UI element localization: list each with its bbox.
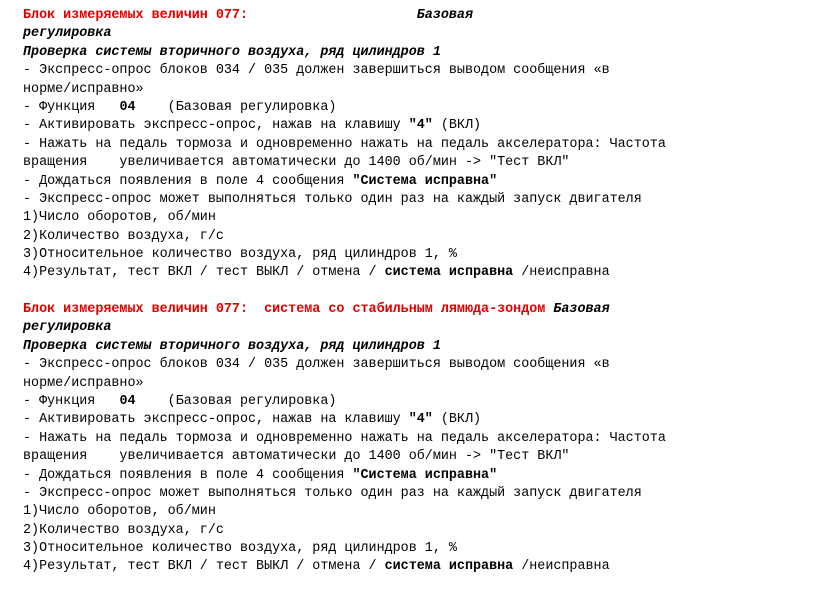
section-header [23, 7, 813, 25]
field-item: 1)Число оборотов, об/мин [23, 504, 216, 520]
section-1 [23, 7, 813, 283]
wait-line: - Дождаться появления в поле 4 сообщения "Система исправна" [23, 467, 498, 483]
wait-line: - Дождаться появления в поле 4 сообщения "Система исправна" [23, 173, 498, 189]
express-once-line: - Экспресс-опрос может выполняться только один раз на каждый запуск двигателя [23, 191, 642, 207]
instruction-line: норме/исправно» [23, 375, 144, 391]
activate-line: - Активировать экспресс-опрос, нажав на клавишу "4" (ВКЛ) [23, 412, 482, 428]
result-line: 4)Результат, тест ВКЛ / тест ВЫКЛ / отмена / система исправна /неисправна [23, 265, 610, 281]
header-mode-continued: регулировка [23, 320, 112, 336]
result-ok: система исправна [384, 559, 514, 575]
key-label: "4" [408, 118, 433, 134]
activate-line: - Активировать экспресс-опрос, нажав на клавишу "4" (ВКЛ) [23, 118, 482, 134]
header-mode: Базовая [416, 8, 473, 23]
express-once-line: - Экспресс-опрос может выполняться только один раз на каждый запуск двигателя [23, 485, 642, 501]
instruction-line: норме/исправно» [23, 81, 144, 97]
section-2 [23, 301, 813, 577]
pedal-line-continued: вращения увеличивается автоматически до 1400 об/мин -> "Тест ВКЛ" [23, 449, 570, 465]
function-number: 04 [119, 99, 136, 115]
field-item: 1)Число оборотов, об/мин [23, 210, 216, 226]
field-item: 2)Количество воздуха, г/с [23, 522, 224, 538]
header-gap [248, 302, 264, 317]
header-mode-continued: регулировка [23, 26, 112, 42]
header-mode: Базовая [545, 302, 610, 317]
header-title: Блок измеряемых величин 077: [23, 8, 248, 23]
instruction-line: - Экспресс-опрос блоков 034 / 035 должен завершиться выводом сообщения «в [23, 63, 610, 79]
header-title: Блок измеряемых величин 077: [23, 302, 248, 317]
header-gap [248, 8, 417, 23]
function-line: - Функция 04 (Базовая регулировка) [23, 99, 337, 115]
result-line: 4)Результат, тест ВКЛ / тест ВЫКЛ / отмена / система исправна /неисправна [23, 559, 610, 575]
field-item: 2)Количество воздуха, г/с [23, 228, 224, 244]
field-item: 3)Относительное количество воздуха, ряд цилиндров 1, % [23, 541, 457, 557]
pedal-line: - Нажать на педаль тормоза и одновременно нажать на педаль акселератора: Частота [23, 136, 666, 152]
section-header [23, 301, 813, 319]
test-title: Проверка системы вторичного воздуха, ряд цилиндров 1 [23, 338, 441, 354]
function-line: - Функция 04 (Базовая регулировка) [23, 393, 337, 409]
pedal-line-continued: вращения увеличивается автоматически до 1400 об/мин -> "Тест ВКЛ" [23, 155, 570, 171]
pedal-line: - Нажать на педаль тормоза и одновременно нажать на педаль акселератора: Частота [23, 430, 666, 446]
instruction-line: - Экспресс-опрос блоков 034 / 035 должен завершиться выводом сообщения «в [23, 357, 610, 373]
status-message: "Система исправна" [352, 173, 498, 189]
field-item: 3)Относительное количество воздуха, ряд цилиндров 1, % [23, 247, 457, 263]
status-message: "Система исправна" [352, 467, 498, 483]
key-label: "4" [408, 412, 433, 428]
document-page [23, 7, 813, 575]
function-number: 04 [119, 393, 136, 409]
result-ok: система исправна [384, 265, 514, 281]
test-title: Проверка системы вторичного воздуха, ряд цилиндров 1 [23, 44, 441, 60]
header-subtitle-red: система со стабильным лямюда-зондом [264, 302, 546, 317]
